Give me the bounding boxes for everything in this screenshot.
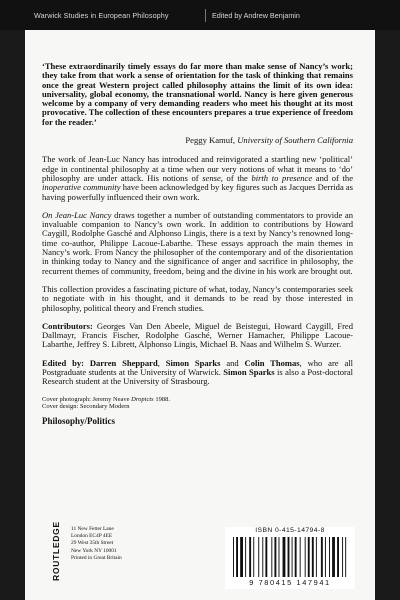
barcode-bar bbox=[245, 537, 246, 577]
barcode-bar bbox=[305, 537, 306, 577]
address-line-1: 11 New Fetter Lane bbox=[71, 526, 114, 532]
barcode-bar bbox=[283, 537, 286, 577]
para1-em-birth: birth to presence bbox=[251, 172, 313, 183]
series-editor: Edited by Andrew Benjamin bbox=[212, 11, 300, 20]
para2-text: draws together a number of outstanding commentators to provide an invaluable companion to Nancy’s own work. In addition to contributions by Howard Caygill, Rodolphe Gasché and Alphonso Lingis, there is a text by Nancy’s renowned long-time co-author, Philippe Lacoue-Labarthe. These essays approach the main themes in Nancy’s work. From Nancy the philosopher of the contemporary and of the disorientation in thinking today to Nancy and the significance of anger and sacrifice in philosophy, the recurrent themes of community, freedom, being and the divine in his work are brought out. bbox=[42, 209, 353, 276]
barcode-bar bbox=[295, 537, 297, 577]
para1-text-a: The work of Jean-Luc Nancy has introduced and reinvigorated a startling new ‘political’ edge in continental philosophy at a time when our very notions of what it means to ‘do’ philosophy are under attack. His notions of bbox=[42, 154, 353, 183]
photo-credit-year: 1988. bbox=[153, 395, 170, 403]
barcode-bar bbox=[271, 537, 272, 577]
barcode-bar bbox=[337, 537, 339, 577]
editor-name-3: Colin Thomas bbox=[244, 357, 300, 368]
barcode-graphic bbox=[233, 537, 349, 577]
editor-name-4: Simon Sparks bbox=[223, 367, 275, 378]
editor-sep-2: and bbox=[220, 357, 245, 368]
ean-number: 9 780415 147941 bbox=[249, 578, 331, 587]
series-title: Warwick Studies in European Philosophy bbox=[34, 11, 169, 20]
editors-text-2: is also a Post-doctoral Research student at the University of Strasbourg. bbox=[42, 367, 353, 387]
barcode-bar bbox=[342, 537, 343, 577]
barcode-bar bbox=[345, 537, 346, 577]
para1-text-d: have been acknowledged by key figures such as Jacques Derrida as having powerfully influenced their own work. bbox=[42, 182, 354, 202]
quote-author: Peggy Kamuf, bbox=[185, 135, 236, 146]
barcode-bar bbox=[249, 537, 251, 577]
publisher-address bbox=[71, 526, 122, 562]
endorsement-quote: ‘These extraordinarily timely essays do far more than make sense of Nancy’s work; they take from that work a sense of orientation for the task of thinking that remains once the great Western project called philosophy attains the limit of its own idea: universality, global economy, the transnational world. Nancy is here given generous welcome by a company of very demanding readers who meet his thought at its most provocative. The collection of these encounters prepares a true experience of freedom for the reader.’ bbox=[42, 61, 353, 127]
barcode-bar bbox=[240, 537, 243, 577]
barcode-bar bbox=[258, 537, 259, 577]
series-header bbox=[0, 0, 400, 30]
para1-text-b: , of the bbox=[220, 172, 252, 183]
address-line-3: 29 West 35th Street bbox=[71, 540, 114, 547]
photo-credit bbox=[42, 396, 353, 404]
address-line-2: London EC4P 4EE bbox=[71, 533, 113, 540]
editors-text-1: , who are all Postgraduate students at the University of Warwick. bbox=[42, 357, 353, 378]
isbn-label: ISBN 0-415-14794-8 bbox=[255, 527, 325, 534]
address-line-5: Printed in Great Britain bbox=[71, 554, 122, 561]
description-paragraph-3: This collection provides a fascinating picture of what, today, Nancy’s contemporaries seek to negotiate with in his thought, and it demands to be read by those interested in philosophy, political theory and French studies. bbox=[42, 283, 353, 313]
description-paragraph-2 bbox=[42, 211, 353, 276]
barcode-bar bbox=[274, 537, 276, 577]
contributors-list: Georges Van Den Abeele, Miguel de Beistegui, Howard Caygill, Fred Dallmayr, Francis Fischer, Rodolphe Gasché, Werner Hamacher, Philippe Lacoue-Labarthe, Jeffrey S. Librett, Alphonso Lingis, Michael B. Naas and Wilhelm S. Wurzer. bbox=[42, 320, 353, 350]
design-credit: Cover design: Secondary Modern bbox=[42, 403, 130, 411]
logo-text: ROUTLEDGE bbox=[51, 521, 61, 581]
barcode-bar bbox=[332, 537, 335, 577]
cover-credits bbox=[42, 396, 353, 411]
contributors-label: Contributors: bbox=[42, 320, 93, 331]
para1-text-c: and of the bbox=[312, 172, 354, 183]
barcode-bar bbox=[300, 537, 301, 577]
quote-institution: University of Southern California bbox=[237, 135, 353, 146]
barcode-bar bbox=[265, 537, 267, 577]
subject-category: Philosophy/Politics bbox=[42, 415, 116, 426]
barcode-bar bbox=[329, 537, 330, 577]
editors-label: Edited by: bbox=[42, 357, 84, 368]
blurb-content bbox=[42, 62, 353, 432]
para1-em-sense: sense bbox=[202, 172, 221, 183]
barcode-bar bbox=[325, 537, 326, 577]
book-title-inline: On Jean-Luc Nancy bbox=[42, 209, 112, 220]
editor-name-2: Simon Sparks bbox=[165, 357, 221, 368]
quote-attribution bbox=[42, 136, 353, 145]
barcode-bar bbox=[292, 537, 293, 577]
photo-credit-prefix: Cover photograph: Jeremy Neave bbox=[42, 395, 132, 403]
photo-title: Dropicts bbox=[131, 395, 154, 403]
barcode-bar bbox=[279, 537, 280, 577]
publisher-block bbox=[51, 521, 205, 581]
barcode-bar bbox=[316, 537, 317, 577]
barcode-bar bbox=[262, 537, 263, 577]
barcode-bar bbox=[253, 537, 254, 577]
barcode-bar bbox=[321, 537, 323, 577]
contributors-paragraph bbox=[42, 322, 353, 350]
barcode-bar bbox=[233, 537, 234, 577]
editor-sep-1: , bbox=[157, 357, 166, 368]
para1-em-community: inoperative community bbox=[42, 182, 121, 193]
barcode-bar bbox=[308, 537, 310, 577]
barcode-bar bbox=[236, 537, 238, 577]
description-paragraph-1 bbox=[42, 155, 353, 201]
isbn-barcode-box bbox=[225, 527, 355, 589]
header-divider bbox=[205, 9, 206, 22]
editor-name-1: Darren Sheppard bbox=[89, 357, 158, 368]
editors-paragraph bbox=[42, 359, 353, 387]
barcode-bar bbox=[288, 537, 290, 577]
routledge-logo bbox=[49, 521, 63, 581]
barcode-bar bbox=[312, 537, 314, 577]
address-line-4: New York NY 10001 bbox=[71, 547, 117, 554]
